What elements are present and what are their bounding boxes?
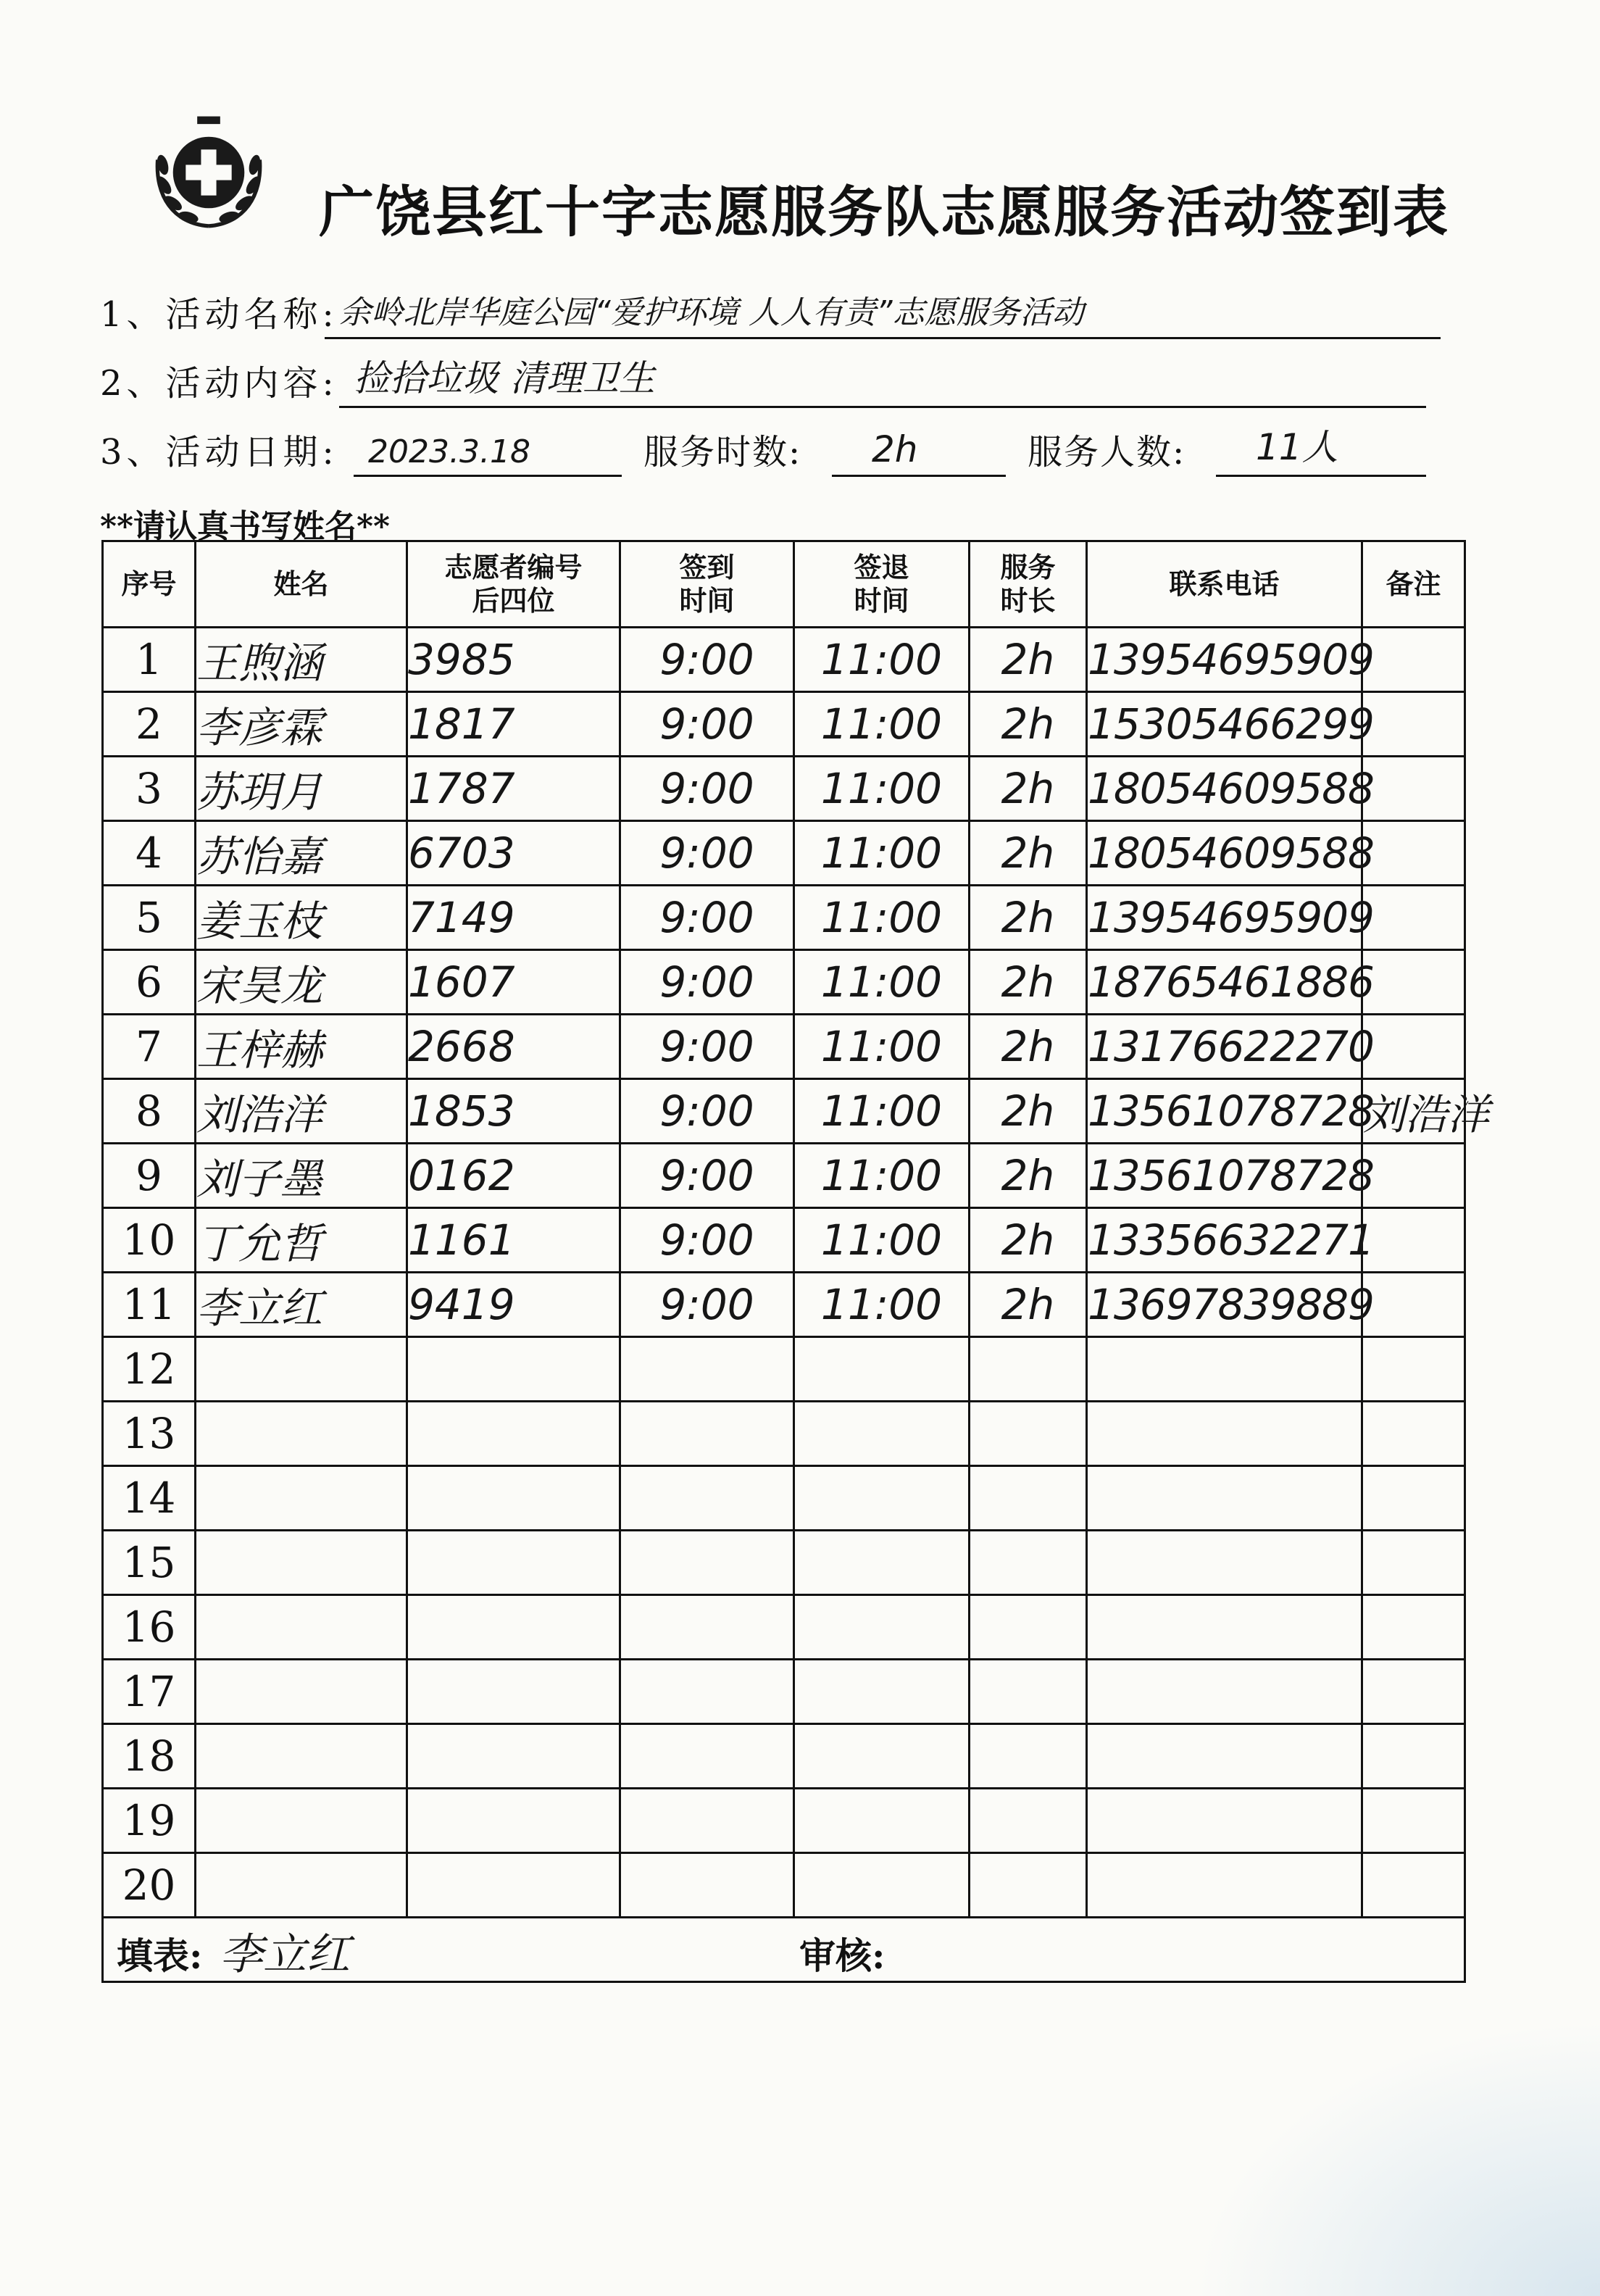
sign-out-time[interactable]: 11:00	[794, 950, 970, 1015]
sign-out-time[interactable]: 11:00	[794, 886, 970, 950]
sign-out-time[interactable]	[794, 1724, 970, 1789]
row-note[interactable]	[1362, 1273, 1465, 1337]
sign-out-time[interactable]: 11:00	[794, 692, 970, 757]
phone-number[interactable]: 18765461886	[1087, 950, 1362, 1015]
sign-in-time[interactable]: 9:00	[620, 692, 794, 757]
sign-in-time[interactable]: 9:00	[620, 1144, 794, 1208]
volunteer-id[interactable]: 9419	[407, 1273, 620, 1337]
volunteer-id[interactable]: 6703	[407, 821, 620, 886]
row-note[interactable]	[1362, 950, 1465, 1015]
row-index: 9	[103, 1144, 196, 1208]
header-volunteer-id: 志愿者编号 后四位	[407, 541, 620, 628]
service-duration[interactable]: 2h	[970, 1015, 1087, 1079]
row-index: 4	[103, 821, 196, 886]
row-note[interactable]: 刘浩洋	[1362, 1079, 1465, 1144]
header-phone: 联系电话	[1087, 541, 1362, 628]
row-index: 10	[103, 1208, 196, 1273]
sign-in-time[interactable]	[620, 1853, 794, 1918]
volunteer-name[interactable]: 姜玉枝	[196, 886, 407, 950]
filler-label: 填表:	[117, 1934, 203, 1977]
phone-number[interactable]: 13561078728	[1087, 1144, 1362, 1208]
sign-in-time[interactable]	[620, 1337, 794, 1402]
paper-stain	[1194, 2021, 1600, 2296]
activity-name-label: 1、活动名称:	[100, 294, 338, 335]
volunteer-id[interactable]	[407, 1724, 620, 1789]
volunteer-id[interactable]	[407, 1660, 620, 1724]
volunteer-name[interactable]	[196, 1853, 407, 1918]
phone-number[interactable]	[1087, 1789, 1362, 1853]
header-sign-out: 签退 时间	[794, 541, 970, 628]
row-note[interactable]	[1362, 1144, 1465, 1208]
phone-number[interactable]: 13954695909	[1087, 886, 1362, 950]
volunteer-name[interactable]	[196, 1466, 407, 1531]
activity-date-field[interactable]	[354, 424, 622, 477]
volunteer-id[interactable]: 0162	[407, 1144, 620, 1208]
service-duration[interactable]: 2h	[970, 628, 1087, 692]
volunteer-id[interactable]	[407, 1789, 620, 1853]
service-hours-label: 服务时数:	[643, 432, 802, 473]
sign-in-time[interactable]	[620, 1466, 794, 1531]
table-header-row	[103, 541, 1465, 628]
table-row	[103, 950, 1465, 1015]
sign-out-time[interactable]: 11:00	[794, 1273, 970, 1337]
activity-date-label: 3、活动日期:	[100, 432, 338, 473]
sign-in-time[interactable]	[620, 1595, 794, 1660]
activity-content-field[interactable]	[339, 355, 1426, 408]
sign-out-time[interactable]: 11:00	[794, 757, 970, 821]
phone-number[interactable]	[1087, 1595, 1362, 1660]
filler-signature: 李立红	[220, 1929, 350, 1980]
row-note[interactable]	[1362, 1337, 1465, 1402]
volunteer-id[interactable]: 7149	[407, 886, 620, 950]
activity-date-row	[100, 424, 1448, 482]
volunteer-name[interactable]	[196, 1402, 407, 1466]
phone-number[interactable]	[1087, 1531, 1362, 1595]
row-note[interactable]	[1362, 1402, 1465, 1466]
volunteer-id[interactable]: 2668	[407, 1015, 620, 1079]
table-row	[103, 692, 1465, 757]
service-duration[interactable]: 2h	[970, 886, 1087, 950]
table-row	[103, 1337, 1465, 1402]
red-cross-emblem-icon	[145, 109, 272, 236]
table-row	[103, 1595, 1465, 1660]
volunteer-name[interactable]	[196, 1531, 407, 1595]
table-row	[103, 1144, 1465, 1208]
service-duration[interactable]	[970, 1595, 1087, 1660]
review-label: 审核:	[799, 1934, 886, 1977]
phone-number[interactable]	[1087, 1337, 1362, 1402]
row-index: 14	[103, 1466, 196, 1531]
service-duration[interactable]	[970, 1853, 1087, 1918]
service-duration[interactable]	[970, 1337, 1087, 1402]
volunteer-name[interactable]	[196, 1337, 407, 1402]
sign-out-time[interactable]	[794, 1595, 970, 1660]
row-note[interactable]	[1362, 1531, 1465, 1595]
table-row	[103, 1531, 1465, 1595]
volunteer-name[interactable]: 丁允哲	[196, 1208, 407, 1273]
sign-in-time[interactable]	[620, 1724, 794, 1789]
phone-number[interactable]: 13561078728	[1087, 1079, 1362, 1144]
phone-number[interactable]: 18054609588	[1087, 821, 1362, 886]
phone-number[interactable]: 15305466299	[1087, 692, 1362, 757]
header-idx: 序号	[103, 541, 196, 628]
table-row	[103, 1789, 1465, 1853]
volunteer-id[interactable]: 3985	[407, 628, 620, 692]
phone-number[interactable]: 18054609588	[1087, 757, 1362, 821]
service-duration[interactable]: 2h	[970, 1079, 1087, 1144]
table-row	[103, 1466, 1465, 1531]
phone-number[interactable]	[1087, 1466, 1362, 1531]
volunteer-name[interactable]: 宋昊龙	[196, 950, 407, 1015]
activity-date-value: 2023.3.18	[368, 433, 530, 470]
page-title: 广饶县红十字志愿服务队志愿服务活动签到表	[319, 180, 1449, 244]
row-index: 18	[103, 1724, 196, 1789]
sign-out-time[interactable]: 11:00	[794, 1144, 970, 1208]
sign-out-time[interactable]	[794, 1531, 970, 1595]
row-index: 11	[103, 1273, 196, 1337]
table-row	[103, 1402, 1465, 1466]
service-duration[interactable]: 2h	[970, 1273, 1087, 1337]
volunteer-id[interactable]: 1817	[407, 692, 620, 757]
row-index: 12	[103, 1337, 196, 1402]
service-duration[interactable]	[970, 1466, 1087, 1531]
activity-name-row	[100, 286, 1448, 344]
sign-in-time[interactable]: 9:00	[620, 1015, 794, 1079]
header-note: 备注	[1362, 541, 1465, 628]
service-duration[interactable]	[970, 1402, 1087, 1466]
table-row	[103, 886, 1465, 950]
phone-number[interactable]	[1087, 1660, 1362, 1724]
row-index: 7	[103, 1015, 196, 1079]
sign-in-time[interactable]	[620, 1789, 794, 1853]
service-duration[interactable]	[970, 1660, 1087, 1724]
volunteer-name[interactable]: 李立红	[196, 1273, 407, 1337]
volunteer-name[interactable]: 苏玥月	[196, 757, 407, 821]
phone-number[interactable]	[1087, 1853, 1362, 1918]
row-index: 15	[103, 1531, 196, 1595]
table-row	[103, 757, 1465, 821]
table-row	[103, 628, 1465, 692]
row-note[interactable]	[1362, 821, 1465, 886]
row-note[interactable]	[1362, 1595, 1465, 1660]
service-duration[interactable]: 2h	[970, 1144, 1087, 1208]
service-duration[interactable]	[970, 1531, 1087, 1595]
notice-text: **请认真书写姓名**	[100, 508, 391, 545]
row-note[interactable]	[1362, 757, 1465, 821]
volunteer-name[interactable]: 王煦涵	[196, 628, 407, 692]
volunteer-id[interactable]	[407, 1853, 620, 1918]
row-index: 1	[103, 628, 196, 692]
row-note[interactable]	[1362, 1660, 1465, 1724]
sign-in-time[interactable]	[620, 1660, 794, 1724]
table-row	[103, 1853, 1465, 1918]
row-note[interactable]	[1362, 1789, 1465, 1853]
sign-in-time[interactable]: 9:00	[620, 821, 794, 886]
row-note[interactable]	[1362, 1853, 1465, 1918]
sign-in-time[interactable]: 9:00	[620, 1273, 794, 1337]
volunteer-id[interactable]: 1161	[407, 1208, 620, 1273]
service-duration[interactable]: 2h	[970, 692, 1087, 757]
volunteer-id[interactable]	[407, 1466, 620, 1531]
activity-content-label: 2、活动内容:	[100, 363, 338, 404]
volunteer-name[interactable]	[196, 1789, 407, 1853]
table-row	[103, 1724, 1465, 1789]
header-name: 姓名	[196, 541, 407, 628]
sign-out-time[interactable]	[794, 1402, 970, 1466]
service-duration[interactable]	[970, 1789, 1087, 1853]
service-hours-value: 2h	[872, 428, 918, 470]
volunteer-id[interactable]: 1607	[407, 950, 620, 1015]
activity-content-value: 捡拾垃圾 清理卫生	[354, 357, 655, 399]
volunteer-name[interactable]	[196, 1660, 407, 1724]
row-index: 20	[103, 1853, 196, 1918]
volunteer-id[interactable]	[407, 1402, 620, 1466]
volunteer-name[interactable]: 苏怡嘉	[196, 821, 407, 886]
row-index: 3	[103, 757, 196, 821]
row-index: 16	[103, 1595, 196, 1660]
table-row	[103, 1273, 1465, 1337]
sign-out-time[interactable]: 11:00	[794, 821, 970, 886]
header-duration: 服务 时长	[970, 541, 1087, 628]
sign-in-time[interactable]: 9:00	[620, 757, 794, 821]
row-note[interactable]	[1362, 628, 1465, 692]
sign-in-table	[101, 540, 1490, 1983]
service-people-label: 服务人数:	[1028, 432, 1186, 473]
volunteer-name[interactable]: 李彦霖	[196, 692, 407, 757]
volunteer-name[interactable]	[196, 1724, 407, 1789]
activity-name-field[interactable]	[325, 286, 1441, 339]
sign-in-time[interactable]: 9:00	[620, 886, 794, 950]
row-note[interactable]	[1362, 1724, 1465, 1789]
sign-in-time[interactable]	[620, 1402, 794, 1466]
phone-number[interactable]	[1087, 1724, 1362, 1789]
table-row	[103, 1015, 1465, 1079]
sign-out-time[interactable]	[794, 1660, 970, 1724]
sign-out-time[interactable]	[794, 1789, 970, 1853]
row-index: 8	[103, 1079, 196, 1144]
sign-out-time[interactable]	[794, 1853, 970, 1918]
phone-number[interactable]: 13176622270	[1087, 1015, 1362, 1079]
footer-row	[103, 1918, 1465, 1982]
volunteer-id[interactable]: 1853	[407, 1079, 620, 1144]
row-index: 13	[103, 1402, 196, 1466]
row-note[interactable]	[1362, 886, 1465, 950]
service-duration[interactable]	[970, 1724, 1087, 1789]
volunteer-name[interactable]: 王梓赫	[196, 1015, 407, 1079]
volunteer-name[interactable]	[196, 1595, 407, 1660]
sign-in-time[interactable]: 9:00	[620, 1079, 794, 1144]
sign-out-time[interactable]: 11:00	[794, 1079, 970, 1144]
row-index: 19	[103, 1789, 196, 1853]
service-duration[interactable]: 2h	[970, 757, 1087, 821]
table-row	[103, 821, 1465, 886]
sign-out-time[interactable]	[794, 1337, 970, 1402]
service-people-value: 11人	[1256, 426, 1338, 468]
sign-in-time[interactable]: 9:00	[620, 1208, 794, 1273]
sign-in-time[interactable]: 9:00	[620, 950, 794, 1015]
header-sign-in: 签到 时间	[620, 541, 794, 628]
table-row	[103, 1660, 1465, 1724]
sign-out-time[interactable]	[794, 1466, 970, 1531]
activity-content-row	[100, 355, 1448, 413]
row-index: 17	[103, 1660, 196, 1724]
phone-number[interactable]: 13954695909	[1087, 628, 1362, 692]
phone-number[interactable]: 13697839889	[1087, 1273, 1362, 1337]
row-index: 2	[103, 692, 196, 757]
service-hours-field[interactable]	[832, 424, 1006, 477]
table-row	[103, 1208, 1465, 1273]
phone-number[interactable]	[1087, 1402, 1362, 1466]
sign-out-time[interactable]: 11:00	[794, 1208, 970, 1273]
sign-out-time[interactable]: 11:00	[794, 628, 970, 692]
service-duration[interactable]: 2h	[970, 1208, 1087, 1273]
row-index: 5	[103, 886, 196, 950]
row-note[interactable]	[1362, 1015, 1465, 1079]
row-note[interactable]	[1362, 1466, 1465, 1531]
row-note[interactable]	[1362, 692, 1465, 757]
activity-name-value: 余岭北岸华庭公园“爱护环境 人人有责”志愿服务活动	[339, 294, 1084, 331]
volunteer-id[interactable]: 1787	[407, 757, 620, 821]
volunteer-id[interactable]	[407, 1595, 620, 1660]
sign-in-time[interactable]	[620, 1531, 794, 1595]
table-row	[103, 1079, 1465, 1144]
sign-out-time[interactable]: 11:00	[794, 1015, 970, 1079]
row-note[interactable]	[1362, 1208, 1465, 1273]
phone-number[interactable]: 13356632271	[1087, 1208, 1362, 1273]
volunteer-name[interactable]: 刘浩洋	[196, 1079, 407, 1144]
volunteer-id[interactable]	[407, 1531, 620, 1595]
volunteer-name[interactable]: 刘子墨	[196, 1144, 407, 1208]
footer-cell	[103, 1918, 1465, 1982]
service-duration[interactable]: 2h	[970, 821, 1087, 886]
service-people-field[interactable]	[1216, 424, 1426, 477]
volunteer-id[interactable]	[407, 1337, 620, 1402]
sign-in-time[interactable]: 9:00	[620, 628, 794, 692]
row-index: 6	[103, 950, 196, 1015]
service-duration[interactable]: 2h	[970, 950, 1087, 1015]
